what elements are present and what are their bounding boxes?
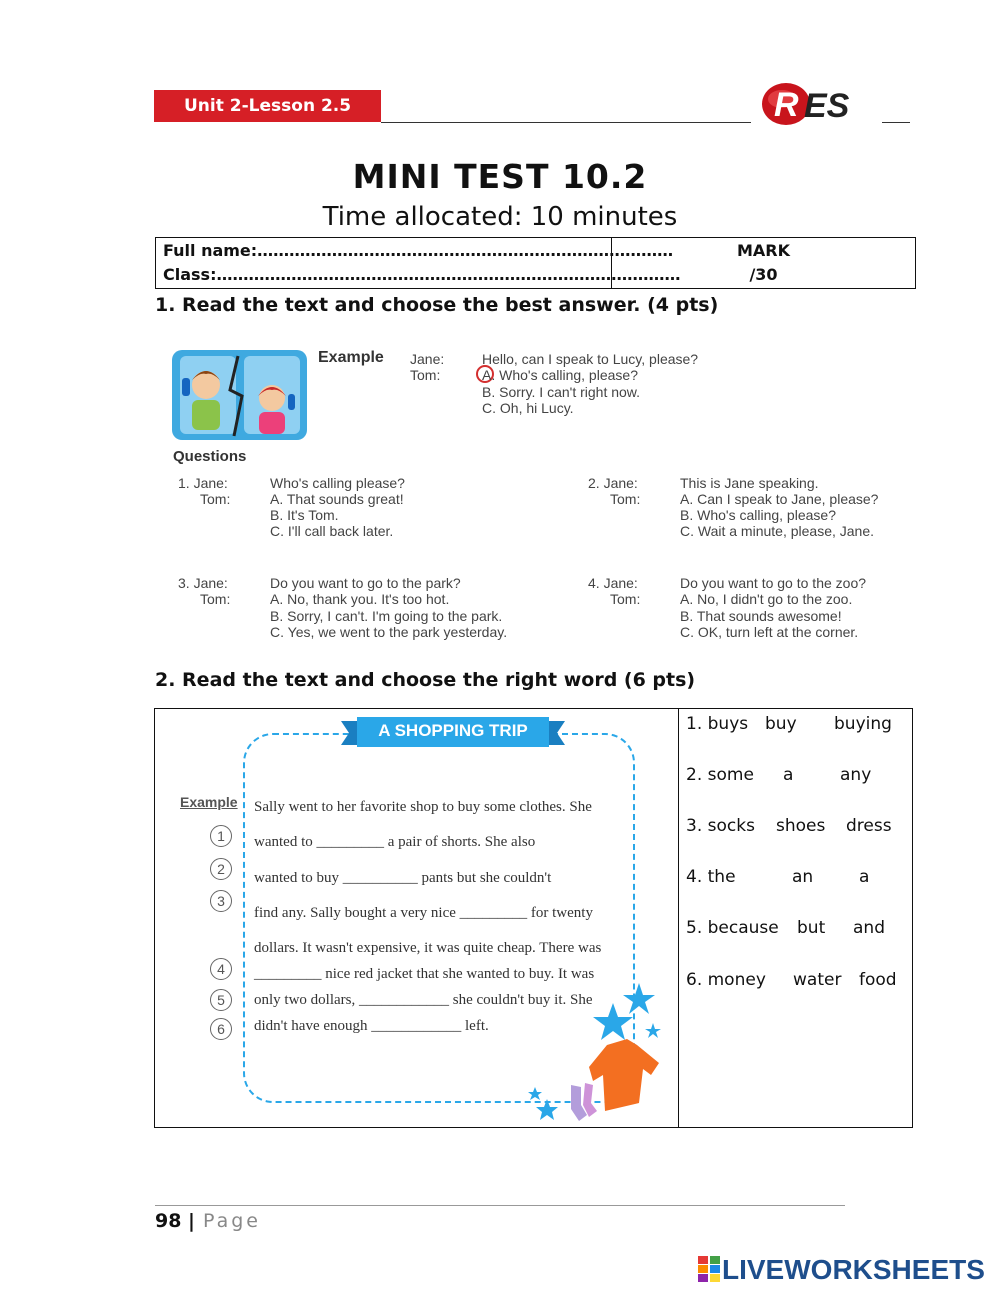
example-option-c: C. Oh, hi Lucy. bbox=[482, 400, 574, 416]
q2-tom: Tom: bbox=[610, 491, 641, 507]
option-6-c[interactable]: food bbox=[859, 970, 897, 990]
q3-option-a[interactable]: A. No, thank you. It's too hot. bbox=[270, 591, 450, 607]
q3-tom: Tom: bbox=[200, 591, 231, 607]
option-5-c[interactable]: and bbox=[853, 918, 885, 938]
q1-line: Who's calling please? bbox=[270, 475, 405, 491]
q1-option-c[interactable]: C. I'll call back later. bbox=[270, 523, 394, 539]
story-line: didn't have enough ____________ left. bbox=[254, 1018, 489, 1034]
options-row-2 bbox=[686, 765, 872, 785]
option-3-a[interactable]: 3. socks bbox=[686, 816, 755, 836]
time-allocated: Time allocated: 10 minutes bbox=[322, 202, 678, 232]
option-5-b[interactable]: but bbox=[797, 918, 826, 938]
options-row-5 bbox=[686, 918, 885, 938]
blank-number-4: 4 bbox=[210, 958, 232, 980]
section1-content bbox=[170, 345, 910, 645]
section2-heading: 2. Read the text and choose the right word (6 pts) bbox=[155, 669, 696, 691]
header-rule bbox=[381, 122, 751, 123]
blank-number-3: 3 bbox=[210, 890, 232, 912]
option-3-c[interactable]: dress bbox=[846, 816, 892, 836]
q1-option-a[interactable]: A. That sounds great! bbox=[270, 491, 404, 507]
story-line: _________ nice red jacket that she wanted to buy. It was bbox=[254, 966, 595, 982]
q4-option-a[interactable]: A. No, I didn't go to the zoo. bbox=[680, 591, 853, 607]
story-line: only two dollars, ____________ she couldn't buy it. She bbox=[254, 992, 593, 1008]
res-logo bbox=[760, 80, 890, 128]
q3-jane: 3. Jane: bbox=[178, 575, 228, 591]
option-3-b[interactable]: shoes bbox=[776, 816, 826, 836]
options-divider bbox=[678, 709, 679, 1127]
clothes-illustration bbox=[527, 975, 672, 1129]
page-title: MINI TEST 10.2 bbox=[352, 157, 648, 196]
footer-rule bbox=[155, 1205, 845, 1206]
option-1-c[interactable]: buying bbox=[834, 714, 892, 734]
example-line: Hello, can I speak to Lucy, please? bbox=[482, 351, 699, 367]
story-line: find any. Sally bought a very nice _________ for twenty bbox=[254, 905, 593, 921]
options-row-4 bbox=[686, 867, 870, 887]
example-jane: Jane: bbox=[410, 351, 445, 367]
q2-jane: 2. Jane: bbox=[588, 475, 638, 491]
example-option-b: B. Sorry. I can't right now. bbox=[482, 384, 641, 400]
q4-tom: Tom: bbox=[610, 591, 641, 607]
q4-line: Do you want to go to the zoo? bbox=[680, 575, 867, 591]
option-5-a[interactable]: 5. because bbox=[686, 918, 779, 938]
logo-text: ES bbox=[804, 87, 850, 125]
section1-heading: 1. Read the text and choose the best answer. (4 pts) bbox=[155, 294, 719, 316]
option-6-b[interactable]: water bbox=[793, 970, 842, 990]
example-label: Example bbox=[318, 349, 384, 366]
brand-text: LIVEWORKSHEETS bbox=[722, 1254, 985, 1285]
option-4-c[interactable]: a bbox=[859, 867, 870, 887]
class-field[interactable]: Class:…………………………………………………………………………… bbox=[163, 265, 681, 284]
story-example-label: Example bbox=[180, 794, 238, 810]
q4-option-c[interactable]: C. OK, turn left at the corner. bbox=[680, 624, 859, 640]
svg-text:R: R bbox=[774, 86, 799, 124]
blank-number-2: 2 bbox=[210, 858, 232, 880]
option-1-a[interactable]: 1. buys bbox=[686, 714, 749, 734]
story-line: dollars. It wasn't expensive, it was quite cheap. There was bbox=[254, 940, 602, 956]
option-1-b[interactable]: buy bbox=[765, 714, 797, 734]
mark-total: /30 bbox=[749, 265, 778, 284]
section2-box bbox=[154, 708, 913, 1128]
mark-label: MARK bbox=[736, 241, 791, 260]
q4-jane: 4. Jane: bbox=[588, 575, 638, 591]
options-row-1 bbox=[686, 714, 892, 734]
q2-option-b[interactable]: B. Who's calling, please? bbox=[680, 507, 836, 523]
options-row-6 bbox=[686, 970, 897, 990]
q1-option-b[interactable]: B. It's Tom. bbox=[270, 507, 339, 523]
option-4-b[interactable]: an bbox=[792, 867, 814, 887]
option-2-b[interactable]: a bbox=[783, 765, 794, 785]
q2-option-c[interactable]: C. Wait a minute, please, Jane. bbox=[680, 523, 875, 539]
questions-label: Questions bbox=[173, 448, 247, 465]
phone-call-illustration bbox=[172, 350, 307, 443]
q1-tom: Tom: bbox=[200, 491, 231, 507]
option-2-a[interactable]: 2. some bbox=[686, 765, 754, 785]
example-option-a: A. Who's calling, please? bbox=[482, 367, 638, 383]
q3-line: Do you want to go to the park? bbox=[270, 575, 461, 591]
option-6-a[interactable]: 6. money bbox=[686, 970, 766, 990]
blank-number-1: 1 bbox=[210, 825, 232, 847]
story-line: Sally went to her favorite shop to buy some clothes. She bbox=[254, 799, 592, 815]
q3-option-b[interactable]: B. Sorry, I can't. I'm going to the park. bbox=[270, 608, 503, 624]
blank-number-6: 6 bbox=[210, 1018, 232, 1040]
shopping-trip-banner bbox=[341, 715, 565, 755]
example-tom: Tom: bbox=[410, 367, 441, 383]
student-info-table bbox=[155, 237, 916, 289]
page-word: Page bbox=[203, 1210, 261, 1232]
q1-jane: 1. Jane: bbox=[178, 475, 228, 491]
liveworksheets-icon bbox=[698, 1256, 720, 1282]
q3-option-c[interactable]: C. Yes, we went to the park yesterday. bbox=[270, 624, 508, 640]
options-row-3 bbox=[686, 816, 892, 836]
option-2-c[interactable]: any bbox=[840, 765, 872, 785]
blank-number-5: 5 bbox=[210, 989, 232, 1011]
banner-title: A SHOPPING TRIP bbox=[378, 721, 528, 740]
story-line: wanted to _________ a pair of shorts. She also bbox=[254, 834, 536, 850]
q4-option-b[interactable]: B. That sounds awesome! bbox=[680, 608, 842, 624]
q2-option-a[interactable]: A. Can I speak to Jane, please? bbox=[680, 491, 879, 507]
liveworksheets-logo bbox=[698, 1254, 985, 1286]
option-4-a[interactable]: 4. the bbox=[686, 867, 736, 887]
q2-line: This is Jane speaking. bbox=[680, 475, 819, 491]
unit-banner: Unit 2-Lesson 2.5 bbox=[154, 90, 381, 122]
story-line: wanted to buy __________ pants but she couldn't bbox=[254, 870, 552, 886]
page-number: 98 | bbox=[155, 1210, 195, 1232]
full-name-field[interactable]: Full name:…………………………………………………………………… bbox=[163, 241, 674, 260]
